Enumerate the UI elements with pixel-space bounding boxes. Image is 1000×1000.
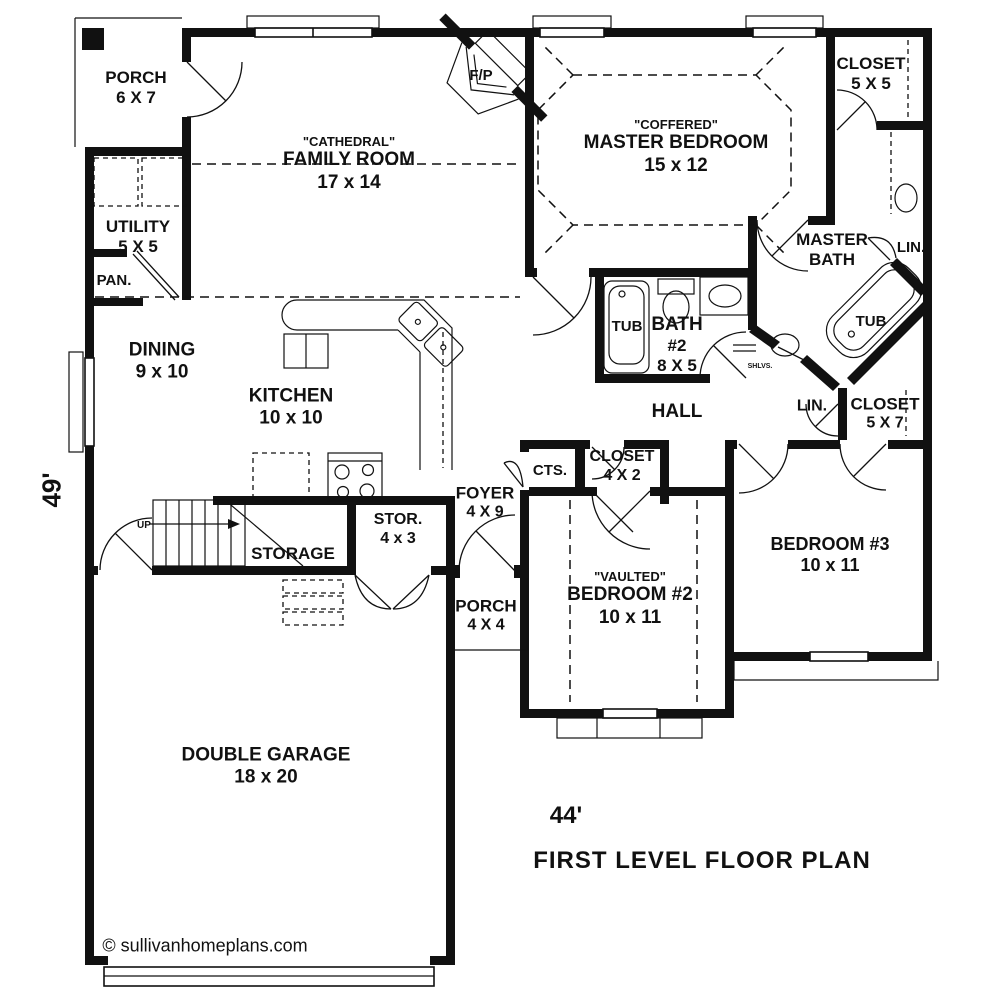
foyer-name: FOYER bbox=[455, 483, 515, 503]
label-dining bbox=[129, 340, 196, 385]
bedroom2-size: 10 x 11 bbox=[598, 606, 662, 628]
hall-name: HALL bbox=[651, 400, 703, 422]
label-family-room bbox=[283, 134, 415, 194]
label-tub2 bbox=[612, 318, 643, 336]
label-linen2 bbox=[797, 398, 827, 417]
master-name: MASTER BEDROOM bbox=[583, 132, 769, 154]
label-kitchen bbox=[249, 386, 333, 431]
closet42-size: 4 X 2 bbox=[603, 467, 641, 484]
label-garage bbox=[182, 745, 351, 790]
label-pantry bbox=[97, 272, 132, 290]
storage-name: STORAGE bbox=[251, 543, 335, 563]
bedroom3-name: BEDROOM #3 bbox=[770, 533, 890, 554]
garage-name: DOUBLE GARAGE bbox=[181, 744, 351, 766]
left-dimension: 49' bbox=[36, 472, 67, 508]
bath2-name: BATH bbox=[651, 313, 703, 335]
bath2-size: 8 X 5 bbox=[657, 356, 697, 376]
pantry-name: PAN. bbox=[96, 272, 132, 290]
family-name: FAMILY ROOM bbox=[283, 149, 415, 171]
label-bedroom2 bbox=[567, 569, 693, 629]
label-front-porch bbox=[105, 68, 166, 108]
bedroom2-name: BEDROOM #2 bbox=[567, 584, 693, 606]
foyer-size: 4 X 9 bbox=[466, 503, 504, 521]
plan-title: FIRST LEVEL FLOOR PLAN bbox=[533, 846, 871, 874]
label-master-bedroom bbox=[584, 117, 769, 177]
master-size: 15 x 12 bbox=[644, 154, 708, 176]
label-foyer bbox=[456, 484, 515, 523]
garage-size: 18 x 20 bbox=[234, 767, 298, 788]
kitchen-size: 10 x 10 bbox=[259, 408, 323, 429]
coats-name: CTS. bbox=[532, 462, 568, 480]
label-utility bbox=[106, 217, 170, 257]
utility-name: UTILITY bbox=[105, 216, 171, 236]
up-arrow-icon bbox=[228, 519, 240, 529]
linen1-name: LIN. bbox=[896, 239, 926, 257]
closet57-size: 5 X 7 bbox=[866, 414, 904, 432]
stor-size: 4 x 3 bbox=[380, 530, 416, 547]
label-master-bath bbox=[796, 230, 868, 270]
label-hall bbox=[652, 401, 703, 423]
label-linen1 bbox=[897, 239, 925, 257]
linen2-name: LIN. bbox=[796, 397, 828, 415]
label-closet42 bbox=[590, 448, 655, 486]
label-stairs-up bbox=[137, 520, 151, 532]
bath2-number: #2 bbox=[667, 336, 687, 356]
label-master-tub bbox=[856, 313, 887, 331]
porch2-name: PORCH bbox=[455, 596, 517, 616]
label-master-closet bbox=[837, 54, 906, 94]
label-shelves bbox=[748, 363, 773, 371]
label-fireplace bbox=[469, 67, 492, 85]
label-stor bbox=[374, 511, 423, 549]
closet42-name: CLOSET bbox=[589, 448, 655, 466]
family-ceiling: "CATHEDRAL" bbox=[302, 133, 396, 149]
stairs-direction: UP bbox=[137, 520, 151, 532]
tub2-name: TUB bbox=[611, 318, 643, 336]
dining-name: DINING bbox=[128, 339, 196, 361]
kitchen-name: KITCHEN bbox=[248, 385, 334, 407]
label-storage bbox=[251, 544, 335, 564]
label-coats bbox=[533, 462, 567, 480]
master-bath-name1: MASTER bbox=[796, 229, 868, 249]
bedroom2-ceiling: "VAULTED" bbox=[594, 568, 666, 584]
master-ceiling: "COFFERED" bbox=[634, 116, 718, 132]
porch2-size: 4 X 4 bbox=[467, 616, 505, 634]
label-rear-porch bbox=[455, 597, 516, 636]
stor-name: STOR. bbox=[373, 511, 423, 529]
family-size: 17 x 14 bbox=[317, 171, 381, 193]
shelves-name: SHLVS. bbox=[747, 362, 773, 370]
dining-size: 9 x 10 bbox=[135, 362, 189, 383]
label-closet57 bbox=[851, 395, 920, 434]
master-bath-name2: BATH bbox=[809, 250, 855, 269]
master-tub-name: TUB bbox=[855, 313, 887, 331]
porch1-size: 6 X 7 bbox=[116, 88, 156, 107]
copyright-text: © sullivanhomeplans.com bbox=[102, 935, 308, 956]
closet57-name: CLOSET bbox=[850, 394, 920, 414]
fireplace-name: F/P bbox=[469, 67, 493, 85]
bottom-dimension: 44' bbox=[549, 801, 583, 829]
label-bath2 bbox=[651, 314, 702, 377]
label-bedroom3 bbox=[770, 534, 889, 576]
master-closet-size: 5 X 5 bbox=[851, 74, 891, 93]
utility-size: 5 X 5 bbox=[118, 237, 158, 256]
fixtures bbox=[94, 158, 930, 501]
bedroom3-size: 10 x 11 bbox=[800, 555, 860, 575]
master-closet-name: CLOSET bbox=[836, 53, 906, 73]
porch1-name: PORCH bbox=[105, 67, 167, 87]
